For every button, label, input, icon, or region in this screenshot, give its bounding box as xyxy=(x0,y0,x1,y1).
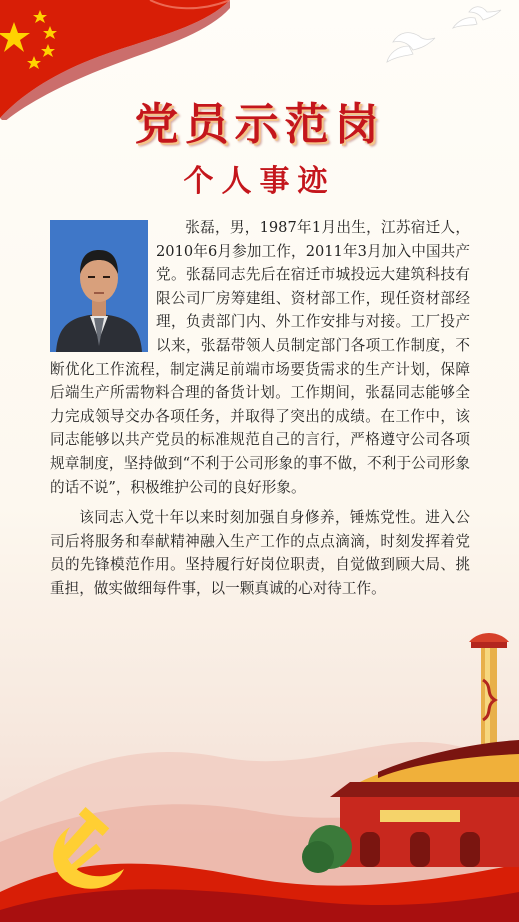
person-portrait-icon xyxy=(50,220,148,352)
main-title: 党员示范岗 xyxy=(134,99,385,150)
doves-decoration xyxy=(369,2,509,82)
sub-title: 个人事迹 xyxy=(183,164,336,199)
profile-paragraph: 张磊，男，1987年1月出生，江苏宿迁人，2010年6月参加工作，2011年3月加入中国共产党。张磊同志先后在宿迁市城投远大建筑科技有限公司厂房筹建组、资材部工作，现任资材部经理，负责部门内、外工作安排与对接。工厂投产以来，张磊带领人员制定部门各项工作制度，不断优化工作流程，制定满足前端市场要货需求的生产计划，保障后端生产所需物料合理的备货计划。工作期间，张磊同志能够全力完成领导交办各项任务，并取得了突出的成绩。在工作中，该同志能够以共产党员的标准规范自己的言行，严格遵守公司各项规章制度，坚持做到“不利于公司形象的事不做，不利于公司形象的话不说”，积极维护公司的良好形象。 xyxy=(50,219,470,496)
bottom-scene-decoration xyxy=(0,592,519,922)
profile-paragraph: 该同志入党十年以来时刻加强自身修养，锤炼党性。进入公司后将服务和奉献精神融入生产工作的点点滴滴，时刻发挥着党员的先锋模范作用。坚持履行好岗位职责，自觉做到顾大局、挑重担，做实做细每件事，以一颗真诚的心对待工作。 xyxy=(50,509,470,597)
profile-photo xyxy=(50,220,148,352)
profile-content xyxy=(50,216,470,608)
